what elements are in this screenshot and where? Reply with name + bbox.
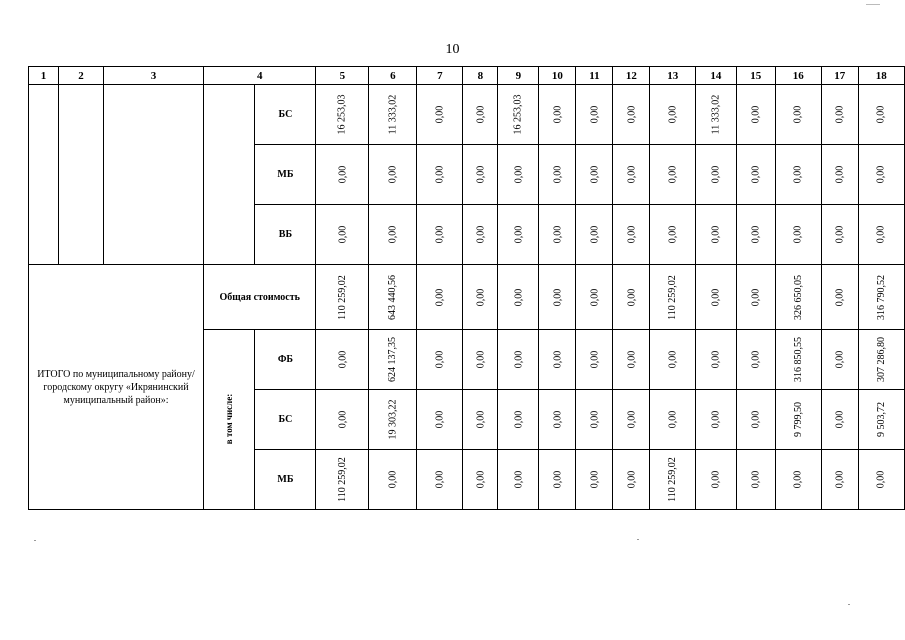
value-text: 0,00	[875, 105, 887, 124]
value-cell	[539, 450, 576, 510]
value-cell	[498, 330, 539, 390]
value-text: 0,00	[625, 470, 637, 489]
value-cell	[417, 330, 463, 390]
value-text: 0,00	[551, 105, 563, 124]
value-cell	[576, 265, 613, 330]
header-row	[29, 67, 905, 85]
value-text: 624 137,35	[387, 337, 399, 382]
value-cell	[539, 265, 576, 330]
value-cell	[539, 330, 576, 390]
col-header: 17	[821, 67, 858, 85]
value-cell	[613, 265, 650, 330]
value-cell	[463, 85, 498, 145]
value-cell	[463, 145, 498, 205]
value-text: 0,00	[551, 225, 563, 244]
value-text: 0,00	[834, 165, 846, 184]
value-cell	[858, 390, 904, 450]
value-text: 643 440,56	[387, 274, 399, 320]
value-text: 0,00	[387, 225, 399, 244]
value-text: 110 259,02	[336, 274, 348, 320]
value-cell	[775, 390, 821, 450]
value-text: 0,00	[792, 165, 804, 184]
value-cell	[736, 450, 775, 510]
value-cell	[417, 85, 463, 145]
value-text: 0,00	[625, 225, 637, 244]
value-cell	[775, 145, 821, 205]
value-cell	[650, 390, 696, 450]
value-text: 0,00	[875, 165, 887, 184]
col-header: 16	[775, 67, 821, 85]
value-text: 0,00	[875, 470, 887, 489]
value-text: 0,00	[512, 350, 524, 369]
value-text: 316 790,52	[875, 274, 887, 320]
value-cell	[498, 450, 539, 510]
value-text: 16 253,03	[512, 94, 524, 135]
col-header: 5	[316, 67, 369, 85]
value-cell	[821, 330, 858, 390]
budget-table	[28, 66, 905, 510]
col-header: 18	[858, 67, 904, 85]
row-label: БС	[255, 85, 316, 145]
value-text: 0,00	[750, 165, 762, 184]
value-text: 0,00	[667, 350, 679, 369]
value-cell	[369, 145, 417, 205]
value-text: 11 333,02	[710, 94, 722, 135]
value-cell	[821, 265, 858, 330]
value-text: 0,00	[551, 288, 563, 306]
value-cell	[576, 450, 613, 510]
value-text: 0,00	[387, 165, 399, 184]
value-text: 307 286,80	[875, 337, 887, 382]
value-cell	[498, 85, 539, 145]
value-text: 9 503,72	[875, 402, 887, 437]
value-text: 0,00	[551, 470, 563, 489]
value-cell	[316, 450, 369, 510]
value-text: 0,00	[667, 225, 679, 244]
value-cell	[650, 450, 696, 510]
value-cell	[650, 265, 696, 330]
value-cell	[369, 450, 417, 510]
value-text: 0,00	[834, 105, 846, 124]
value-text: 0,00	[551, 410, 563, 429]
col-header: 2	[59, 67, 104, 85]
col-header: 10	[539, 67, 576, 85]
value-cell	[369, 85, 417, 145]
value-cell	[821, 85, 858, 145]
row-label: ФБ	[255, 330, 316, 390]
value-cell	[316, 330, 369, 390]
value-cell	[539, 145, 576, 205]
value-text: 0,00	[588, 350, 600, 369]
row-label: МБ	[255, 145, 316, 205]
value-cell	[736, 145, 775, 205]
value-cell	[650, 85, 696, 145]
col-header: 1	[29, 67, 59, 85]
value-text: 0,00	[625, 350, 637, 369]
value-cell	[613, 390, 650, 450]
value-text: 0,00	[834, 470, 846, 489]
value-cell	[775, 330, 821, 390]
value-text: 11 333,02	[387, 94, 399, 135]
value-cell	[736, 205, 775, 265]
value-cell	[463, 205, 498, 265]
empty-cell	[204, 85, 255, 265]
table-row	[29, 85, 905, 145]
scan-speck	[637, 539, 639, 540]
value-text: 0,00	[512, 288, 524, 306]
page-number: 10	[445, 42, 460, 57]
value-text: 0,00	[875, 225, 887, 244]
empty-cell	[59, 85, 104, 265]
value-text: 0,00	[750, 410, 762, 429]
value-cell	[316, 85, 369, 145]
value-cell	[821, 205, 858, 265]
value-text: 0,00	[834, 410, 846, 429]
value-cell	[417, 145, 463, 205]
value-text: 0,00	[474, 470, 486, 489]
value-text: 326 650,05	[792, 274, 804, 320]
value-cell	[463, 330, 498, 390]
value-text: 0,00	[474, 288, 486, 306]
value-text: 0,00	[710, 165, 722, 184]
col-header: 7	[417, 67, 463, 85]
value-text: 0,00	[588, 470, 600, 489]
value-text: 316 850,55	[792, 337, 804, 382]
value-text: 0,00	[625, 288, 637, 306]
value-text: 0,00	[387, 470, 399, 489]
value-cell	[736, 265, 775, 330]
value-cell	[576, 145, 613, 205]
value-cell	[650, 205, 696, 265]
value-text: 0,00	[588, 225, 600, 244]
value-cell	[539, 205, 576, 265]
value-cell	[696, 265, 737, 330]
value-text: 0,00	[792, 105, 804, 124]
value-cell	[775, 205, 821, 265]
value-text: 0,00	[834, 350, 846, 369]
value-text: 0,00	[336, 225, 348, 244]
value-cell	[369, 205, 417, 265]
value-cell	[417, 205, 463, 265]
value-cell	[498, 390, 539, 450]
value-cell	[498, 145, 539, 205]
value-cell	[539, 85, 576, 145]
value-text: 0,00	[474, 165, 486, 184]
value-cell	[650, 145, 696, 205]
value-cell	[463, 450, 498, 510]
value-cell	[316, 145, 369, 205]
col-header: 9	[498, 67, 539, 85]
value-text: 0,00	[434, 165, 446, 184]
value-cell	[613, 85, 650, 145]
value-text: 0,00	[710, 410, 722, 429]
value-text: 0,00	[434, 288, 446, 306]
value-cell	[821, 145, 858, 205]
col-header: 3	[104, 67, 204, 85]
col-header: 12	[613, 67, 650, 85]
value-text: 0,00	[834, 288, 846, 306]
value-text: 0,00	[710, 350, 722, 369]
value-cell	[696, 450, 737, 510]
value-cell	[775, 85, 821, 145]
value-text: 0,00	[512, 165, 524, 184]
value-text: 0,00	[710, 288, 722, 306]
value-cell	[613, 145, 650, 205]
value-text: 0,00	[474, 105, 486, 124]
value-cell	[539, 390, 576, 450]
value-cell	[613, 450, 650, 510]
value-text: 0,00	[434, 225, 446, 244]
value-text: 0,00	[336, 350, 348, 369]
sub-label: в том числе:	[224, 393, 235, 445]
value-text: 0,00	[625, 410, 637, 429]
total-row	[29, 265, 905, 330]
value-cell	[417, 390, 463, 450]
value-cell	[576, 330, 613, 390]
value-cell	[613, 330, 650, 390]
value-cell	[650, 330, 696, 390]
value-text: 0,00	[750, 288, 762, 306]
value-text: 0,00	[750, 470, 762, 489]
value-text: 0,00	[474, 350, 486, 369]
col-header: 15	[736, 67, 775, 85]
value-cell	[576, 85, 613, 145]
value-text: 0,00	[588, 410, 600, 429]
value-cell	[736, 330, 775, 390]
value-cell	[775, 450, 821, 510]
value-cell	[316, 265, 369, 330]
value-text: 0,00	[710, 225, 722, 244]
value-cell	[858, 265, 904, 330]
value-text: 0,00	[667, 105, 679, 124]
value-text: 0,00	[750, 350, 762, 369]
value-cell	[369, 330, 417, 390]
value-text: 9 799,50	[792, 402, 804, 437]
value-text: 0,00	[336, 165, 348, 184]
value-text: 110 259,02	[667, 274, 679, 320]
col-header: 6	[369, 67, 417, 85]
scan-speck	[866, 4, 880, 5]
value-text: 16 253,03	[336, 94, 348, 135]
value-cell	[696, 205, 737, 265]
value-cell	[696, 390, 737, 450]
value-cell	[498, 265, 539, 330]
value-text: 0,00	[512, 225, 524, 244]
value-cell	[576, 205, 613, 265]
value-text: 110 259,02	[336, 457, 348, 502]
value-text: 0,00	[474, 225, 486, 244]
value-cell	[858, 450, 904, 510]
value-cell	[821, 390, 858, 450]
col-header: 4	[204, 67, 316, 85]
value-text: 0,00	[750, 225, 762, 244]
value-text: 0,00	[667, 410, 679, 429]
total-label: Общая стоимость	[204, 265, 316, 330]
value-cell	[613, 205, 650, 265]
value-cell	[696, 85, 737, 145]
value-cell	[736, 85, 775, 145]
value-text: 0,00	[434, 470, 446, 489]
col-header: 11	[576, 67, 613, 85]
value-text: 0,00	[792, 225, 804, 244]
row-label: ВБ	[255, 205, 316, 265]
row-label: МБ	[255, 450, 316, 510]
value-cell	[696, 145, 737, 205]
value-cell	[369, 265, 417, 330]
value-cell	[696, 330, 737, 390]
value-text: 0,00	[834, 225, 846, 244]
value-text: 0,00	[625, 165, 637, 184]
empty-cell	[104, 85, 204, 265]
value-cell	[858, 205, 904, 265]
value-cell	[775, 265, 821, 330]
value-text: 0,00	[474, 410, 486, 429]
value-text: 0,00	[667, 165, 679, 184]
col-header: 13	[650, 67, 696, 85]
value-text: 0,00	[792, 470, 804, 489]
value-text: 0,00	[336, 410, 348, 429]
scan-speck	[848, 604, 850, 605]
value-text: 0,00	[750, 105, 762, 124]
value-text: 0,00	[588, 288, 600, 306]
col-header: 14	[696, 67, 737, 85]
itogo-title: ИТОГО по муниципальному району/городскому округу «Икрянинский муниципальный район»:	[29, 265, 204, 510]
value-cell	[858, 145, 904, 205]
value-cell	[463, 265, 498, 330]
value-text: 0,00	[512, 470, 524, 489]
row-label: БС	[255, 390, 316, 450]
value-text: 0,00	[588, 165, 600, 184]
value-cell	[369, 390, 417, 450]
value-text: 0,00	[434, 410, 446, 429]
value-text: 0,00	[551, 165, 563, 184]
value-cell	[821, 450, 858, 510]
value-cell	[736, 390, 775, 450]
sub-label-cell	[204, 330, 255, 510]
value-text: 0,00	[434, 350, 446, 369]
value-text: 0,00	[710, 470, 722, 489]
value-text: 110 259,02	[667, 457, 679, 502]
value-cell	[858, 330, 904, 390]
value-cell	[463, 390, 498, 450]
empty-cell	[29, 85, 59, 265]
value-text: 0,00	[588, 105, 600, 124]
value-cell	[316, 205, 369, 265]
value-cell	[417, 265, 463, 330]
value-text: 0,00	[512, 410, 524, 429]
value-text: 0,00	[434, 105, 446, 124]
value-text: 0,00	[625, 105, 637, 124]
value-text: 19 303,22	[387, 399, 399, 440]
scan-speck	[34, 540, 36, 541]
value-cell	[316, 390, 369, 450]
value-cell	[417, 450, 463, 510]
col-header: 8	[463, 67, 498, 85]
value-cell	[858, 85, 904, 145]
value-cell	[498, 205, 539, 265]
value-text: 0,00	[551, 350, 563, 369]
value-cell	[576, 390, 613, 450]
